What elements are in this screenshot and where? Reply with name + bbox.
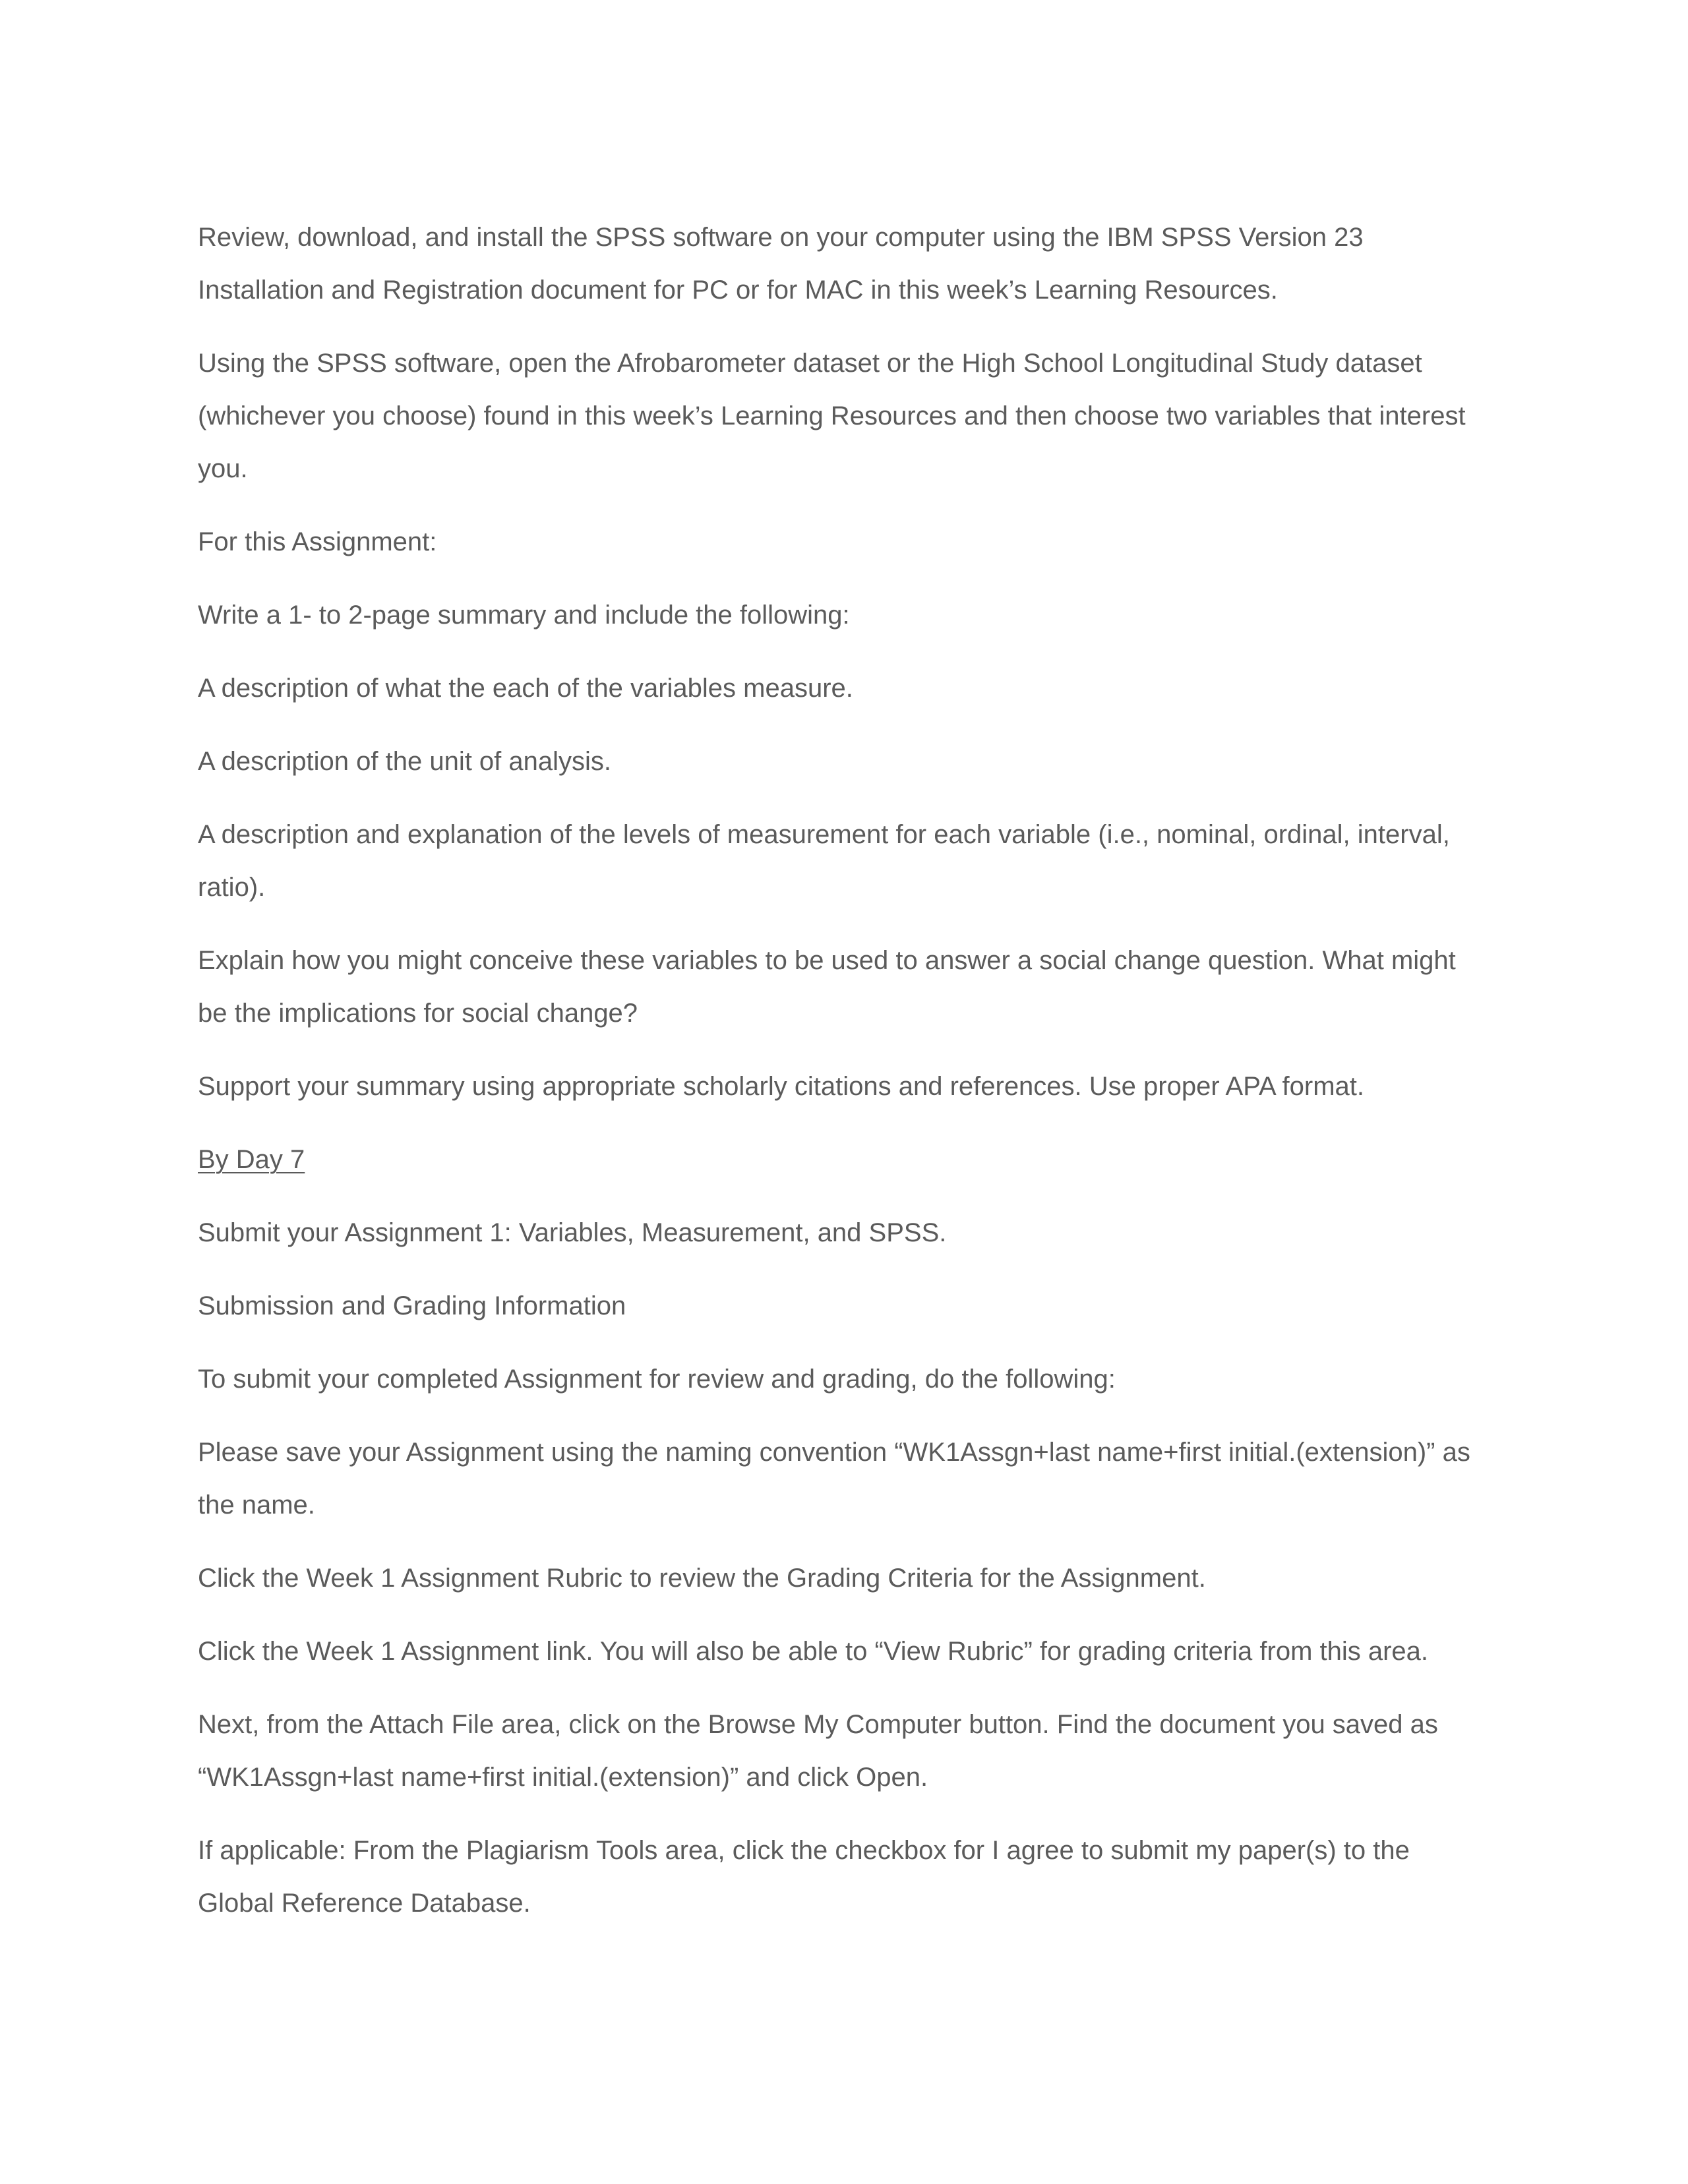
paragraph-write-summary: Write a 1- to 2-page summary and include the following: xyxy=(198,601,850,630)
step-attach-file: Next, from the Attach File area, click on the Browse My Computer button. Find the document you saved as “WK1Assgn+last name+first initial.(extension)” and click Open. xyxy=(198,1710,1438,1792)
paragraph-support-summary: Support your summary using appropriate scholarly citations and references. Use proper APA format. xyxy=(198,1072,1365,1101)
due-heading-row xyxy=(198,1133,1490,1186)
paragraph-open-dataset: Using the SPSS software, open the Afrobarometer dataset or the High School Longitudinal Study dataset (whichever you choose) found in this week’s Learning Resources and then choose two variables that interest you. xyxy=(198,349,1466,483)
step-assignment-link: Click the Week 1 Assignment link. You will also be able to “View Rubric” for grading criteria from this area. xyxy=(198,1637,1429,1666)
paragraph-install-spss: Review, download, and install the SPSS software on your computer using the IBM SPSS Version 23 Installation and Registration document for PC or for MAC in this week’s Learning Resources. xyxy=(198,223,1364,305)
paragraph-submit-assignment: Submit your Assignment 1: Variables, Measurement, and SPSS. xyxy=(198,1218,947,1247)
step-plagiarism-tools: If applicable: From the Plagiarism Tools area, click the checkbox for I agree to submit my paper(s) to the Global Reference Database. xyxy=(198,1836,1410,1918)
paragraph-submission-intro: To submit your completed Assignment for review and grading, do the following: xyxy=(198,1365,1116,1394)
paragraph-unit-of-analysis: A description of the unit of analysis. xyxy=(198,747,612,776)
paragraph-levels-of-measurement: A description and explanation of the levels of measurement for each variable (i.e., nominal, ordinal, interval, ratio). xyxy=(198,820,1450,902)
due-heading-link[interactable]: By Day 7 xyxy=(198,1145,305,1174)
document-page xyxy=(198,211,1490,1950)
step-view-rubric: Click the Week 1 Assignment Rubric to review the Grading Criteria for the Assignment. xyxy=(198,1564,1206,1593)
paragraph-variables-measure: A description of what the each of the variables measure. xyxy=(198,674,853,703)
submission-heading: Submission and Grading Information xyxy=(198,1291,626,1320)
paragraph-social-change: Explain how you might conceive these variables to be used to answer a social change question. What might be the implications for social change? xyxy=(198,946,1456,1028)
step-save-assignment: Please save your Assignment using the naming convention “WK1Assgn+last name+first initial.(extension)” as the name. xyxy=(198,1438,1470,1520)
paragraph-for-this-assignment: For this Assignment: xyxy=(198,527,437,556)
